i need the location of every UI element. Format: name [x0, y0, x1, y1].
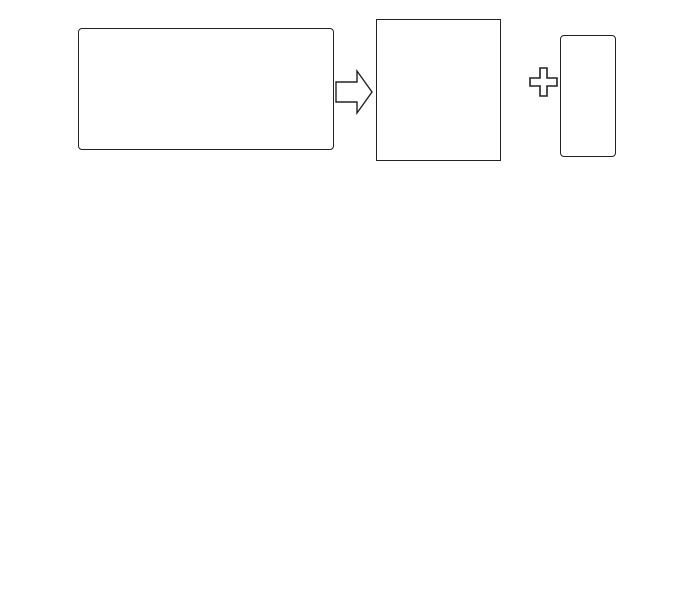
right-arrow-icon [336, 71, 372, 113]
id-dictionary-box [376, 19, 501, 161]
triples-box [560, 35, 616, 157]
plus-icon [530, 68, 557, 96]
